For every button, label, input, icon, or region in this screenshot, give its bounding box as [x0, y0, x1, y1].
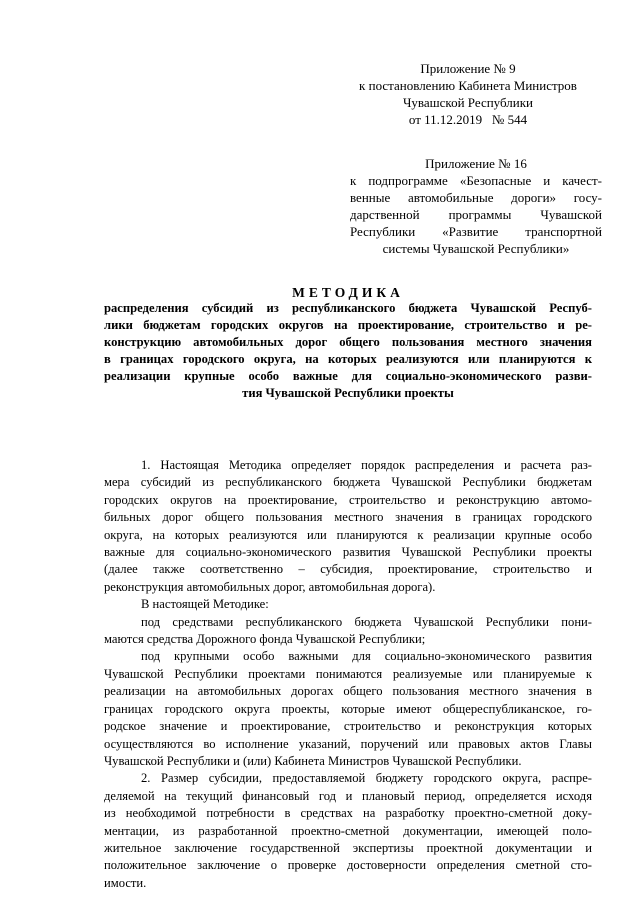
appendix-16-line: венные автомобильные дороги» госу- — [350, 190, 602, 205]
body-line: городских округов на проектирование, строительство и реконструкцию автомо- — [104, 492, 592, 507]
body-line: реконструкция автомобильных дорог, автомобильная дорога). — [104, 579, 436, 594]
appendix-9-line: Приложение № 9 — [420, 61, 516, 76]
appendix-9-header — [330, 60, 606, 128]
appendix-9-line: Чувашской Республики — [402, 95, 534, 110]
body-line: ментации, из разработанной проектно-сметной документации, имеющей поло- — [104, 823, 592, 838]
subtitle-line: реализации крупные особо важные для социально-экономического разви- — [104, 369, 592, 383]
appendix-9-line: к постановлению Кабинета Министров — [359, 78, 577, 93]
body-line: мера субсидий из республиканского бюджета Чувашской Республики бюджетам — [104, 475, 592, 490]
appendix-16-line: к подпрограмме «Безопасные и качест- — [350, 173, 602, 188]
body-line: жительное заключение государственной экспертизы проектной документации и — [104, 840, 592, 855]
body-line: 2. Размер субсидии, предоставляемой бюджету городского округа, распре- — [141, 771, 592, 786]
body-line: под средствами республиканского бюджета Чувашской Республики пони- — [141, 614, 592, 629]
subtitle-line: тия Чувашской Республики проекты — [242, 386, 454, 400]
body-line: имости. — [104, 875, 147, 890]
body-line: важные для социально-экономического развития Чувашской Республики проекты — [104, 545, 592, 560]
body-line: родское значение и проектирование, строительство и реконструкция которых — [104, 719, 592, 734]
body-line: осуществляются во исполнение указаний, поручений или правовых актов Главы — [104, 736, 592, 751]
body-line: границах городского округа проекты, которые имеют общереспубликанское, го- — [104, 701, 592, 716]
body-line: маются средства Дорожного фонда Чувашской Республики; — [104, 632, 426, 647]
body-line: Чувашской Республики проектами понимаются реализуемые или планируемые к — [104, 666, 592, 681]
appendix-16-line: Приложение № 16 — [425, 156, 527, 171]
appendix-16-header — [350, 155, 602, 257]
body-line: под крупными особо важными для социально-экономического развития — [141, 649, 592, 664]
body-line: (далее также соответственно – субсидия, проектирование, строительство и — [104, 562, 592, 577]
appendix-9-line: от 11.12.2019 № 544 — [408, 112, 528, 127]
appendix-16-line: Республики «Развитие транспортной — [350, 224, 602, 239]
document-title: МЕТОДИКА — [292, 285, 404, 300]
body-line: округа, на которых реализуются или планируются к реализации крупные особо — [104, 527, 592, 542]
body-line: деляемой на текущий финансовый год и плановый период, определяется исходя — [104, 788, 592, 803]
subtitle-line: распределения субсидий из республиканского бюджета Чувашской Респуб- — [104, 301, 592, 315]
body-line: из необходимой потребности в средствах на разработку проектно-сметной доку- — [104, 806, 592, 821]
subtitle-line: в границах городского округа, на которых реализуются или планируются к — [104, 352, 592, 366]
body-line: Чувашской Республики и (или) Кабинета Министров Чувашской Республики. — [104, 753, 522, 768]
body-line: В настоящей Методике: — [141, 597, 269, 612]
body-line: бильных дорог общего пользования местного значения в границах городского — [104, 510, 592, 525]
body-line: положительное заключение о проверке достоверности определения сметной сто- — [104, 858, 592, 873]
document-subtitle — [104, 300, 592, 402]
appendix-16-line: дарственной программы Чувашской — [350, 207, 602, 222]
subtitle-line: конструкцию автомобильных дорог общего пользования местного значения — [104, 335, 592, 349]
body-line: 1. Настоящая Методика определяет порядок распределения и расчета раз- — [141, 458, 592, 472]
document-body — [104, 457, 592, 892]
appendix-16-line: системы Чувашской Республики» — [382, 241, 570, 256]
body-line: реализации на автомобильных дорогах общего пользования местного значения в — [104, 684, 592, 699]
subtitle-line: лики бюджетам городских округов на проектирование, строительство и ре- — [104, 318, 592, 332]
